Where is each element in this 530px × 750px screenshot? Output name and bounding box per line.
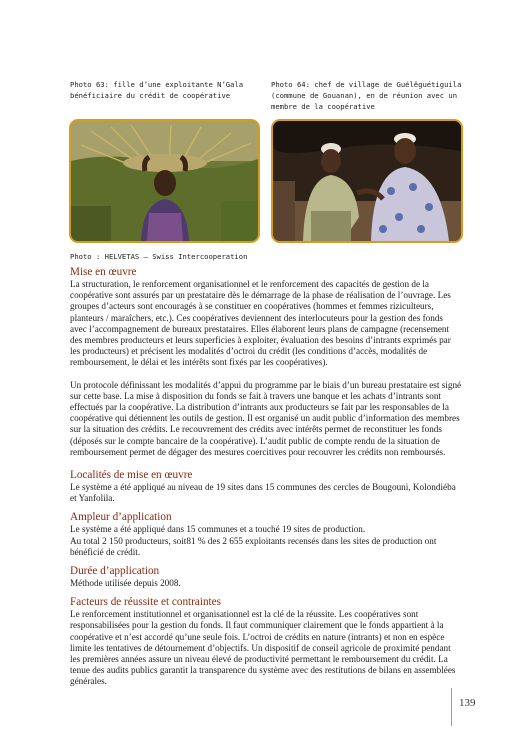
- mise-en-oeuvre-paragraph-1: La structuration, le renforcement organisationnel et le renforcement des capacités de gestion de la coopérative sont assurés par un prestataire dès le démarrage de la phase de réalisation de l’ouvrage. Les groupes d’acteurs sont encouragés à se constituer en coopératives (hommes et femmes riziculteurs, planteurs / maraîchers, etc.). Ces coopératives deviennent des interlocuteurs pour la gestion des fonds avec l’accompagnement de bureaux prestataires. Elles élaborent leurs plans de campagne (recensement des membres producteurs et leurs superficies à exploiter, évaluation des besoins d’intrants exprimés par les producteurs) et précisent les modalités d’octroi du crédit (les conditions d’accès, modalités de remboursement, le délai et les intérêts sont fixés par les coopératives).: [70, 279, 451, 368]
- section-title-ampleur: Ampleur d’application: [70, 511, 172, 524]
- facteurs-paragraph: Le renforcement institutionnel et organisationnel est la clé de la réussite. Les coopératives sont responsabilisées pour la gestion du fonds. Il faut communiquer clairement que le fonds appartient à la coopérative et n’est accordé qu’une seule fois. L’octroi de crédits en nature (intrants) et non en espèce limite les tentatives de détournement d’objectifs. Un dispositif de conseil agricole de proximité pendant les premières années assure un niveau élevé de productivité permettant le remboursement du crédit. La tenue des audits publics garantit la transparence du système avec des restitutions de bilans en assemblées générales.: [70, 609, 456, 687]
- photo-63-girl-carrying-rice: [69, 119, 260, 243]
- photo-64-image: [273, 121, 461, 241]
- section-title-mise-en-oeuvre: Mise en œuvre: [70, 266, 137, 278]
- section-title-duree: Durée d’application: [70, 565, 160, 578]
- page-number: 139: [459, 697, 476, 709]
- duree-paragraph: Méthode utilisée depuis 2008.: [70, 578, 181, 589]
- photo-64-caption: Photo 64: chef de village de Guélêguétiguila (commune de Gouanan), en de réunion avec un membre de la coopérative: [271, 80, 462, 111]
- photo-credit: Photo : HELVETAS – Swiss Intercooperation: [70, 252, 248, 261]
- photo-64-village-meeting: [271, 119, 463, 243]
- photo-63-image: [71, 121, 258, 241]
- page-number-rule: [451, 688, 452, 726]
- main-text: [70, 266, 462, 688]
- ampleur-paragraph-1: Le système a été appliqué dans 15 communes et a touché 19 sites de production.: [70, 524, 366, 535]
- section-title-facteurs: Facteurs de réussite et contraintes: [70, 596, 221, 609]
- ampleur-paragraph-2: Au total 2 150 producteurs, soit81 % des 2 655 exploitants recensés dans les sites de production ont bénéficié de crédit.: [70, 535, 437, 557]
- mise-en-oeuvre-paragraph-2: Un protocole définissant les modalités d’appui du programme par le biais d’un bureau prestataire est signé sur cette base. La mise à disposition du fonds se fait à travers une banque et les achats d’intrants sont effectués par la coopérative. La distribution d’intrants aux producteurs se fait par les responsables de la coopérative qui détiennent les outils de gestion. Il est organisé un audit public d’information des membres sur la situation des crédits. Le recouvrement des crédits avec intérêts permet de reconstituer les fonds (déposés sur le compte bancaire de la coopérative). L’audit public de compte rendu de la situation de remboursement permet de dégager des mesures coercitives pour recouvrer les crédits non remboursés.: [70, 379, 462, 457]
- photo-63-caption: Photo 63: fille d’une exploitante N’Gala bénéficiaire du crédit de coopérative: [70, 80, 244, 100]
- section-title-localites: Localités de mise en œuvre: [70, 469, 193, 482]
- localites-paragraph: Le système a été appliqué au niveau de 19 sites dans 15 communes des cercles de Bougouni, Kolondiéba et Yanfolila.: [70, 482, 456, 504]
